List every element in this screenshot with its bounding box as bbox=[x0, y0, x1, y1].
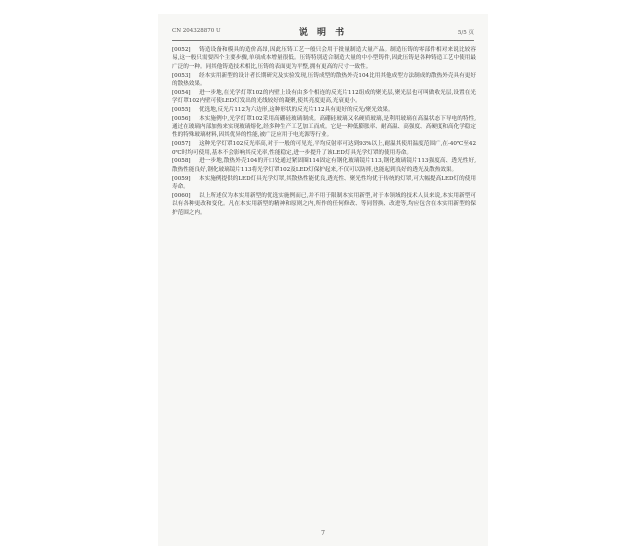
page-header bbox=[172, 25, 474, 37]
paragraph bbox=[172, 115, 476, 140]
header-rule bbox=[172, 40, 474, 41]
page-label: 5/5 页 bbox=[457, 30, 474, 36]
paragraph-number: [0056] bbox=[172, 115, 191, 122]
paragraph-text: 进一步地,散热外壳104的开口处通过紧固圈114固定有钢化玻璃镜片113,钢化玻璃镜片113强度高、透光性好,散热性能良好,钢化玻璃镜片113将光学灯罩102及LED灯保护起来,不仅可以防摔,也能起到良好的透光及散热效果。 bbox=[172, 158, 476, 173]
paragraph-text: 这种光学灯罩102反光率高,对于一般的可见光,平均反射率可达到93%以上,耐温其使用温度范围广,在-40℃至420℃时均可使用,基本不会影响其反光率,性能稳定,进一步提升了该LED灯具光学灯罩的使用寿命。 bbox=[172, 141, 476, 156]
paragraph-text: 本实施例提供的LED灯具光学灯罩,其散热性能优良,透光性、聚光性均优于传统的灯罩,可大幅提高LED灯的使用寿命。 bbox=[172, 175, 476, 190]
paragraph bbox=[172, 89, 476, 106]
paragraph bbox=[172, 192, 476, 217]
paragraph-text: 本实施例中,光学灯罩102采用高硼硅玻璃制成。高硼硅玻璃又名硬质玻璃,是利用玻璃在高温状态下导电的特性,通过在玻璃内部加热来实现玻璃熔化,经多种生产工艺加工而成。它是一种低膨胀率、耐高温、高强度、高硬度和高化学稳定性的特殊玻璃材料,因其优异的性能,被广泛应用于电光源等行业。 bbox=[172, 115, 476, 139]
paragraph-text: 铸造设备和模具的造价高昂,因此压铸工艺一般只会用于批量制造大量产品。制造压铸的零部件相对来说比较容易,这一般只需要四个主要步骤,单项成本增量很低。压铸特别适合制造大量的中小型铸件,因此压铸是各种铸造工艺中使用最广泛的一种。同其他铸造技术相比,压铸的表面更为平整,拥有更高的尺寸一致性。 bbox=[172, 47, 476, 70]
paragraph bbox=[172, 106, 476, 114]
paragraph-number: [0054] bbox=[172, 89, 191, 96]
paragraph-number: [0059] bbox=[172, 175, 191, 182]
paragraph bbox=[172, 72, 476, 89]
paragraph-number: [0053] bbox=[172, 72, 191, 79]
document-body bbox=[172, 46, 476, 217]
paragraph-number: [0058] bbox=[172, 158, 191, 165]
paragraph-number: [0055] bbox=[172, 106, 191, 113]
paragraph bbox=[172, 140, 476, 157]
paragraph bbox=[172, 157, 476, 174]
page-footer-number: 7 bbox=[321, 530, 325, 537]
paragraph bbox=[172, 46, 476, 71]
paragraph-text: 优选地,反光片112为六边形,这种形状的反光片112具有更好的反光/聚光效果。 bbox=[199, 106, 394, 113]
publication-number: CN 204328870 U bbox=[172, 28, 221, 34]
paragraph-number: [0052] bbox=[172, 47, 191, 53]
paragraph bbox=[172, 175, 476, 192]
paragraph-text: 以上所述仅为本实用新型的优选实施例而已,并不用于限制本实用新型,对于本领域的技术人员来说,本实用新型可以有各种更改和变化。凡在本实用新型的精神和原则之内,所作的任何修改、等同替换、改进等,均应包含在本实用新型的保护范围之内。 bbox=[172, 192, 476, 216]
paragraph-text: 进一步地,在光学灯罩102的内壁上设有由多个相连的反光片112组成的聚光层,聚光层也可叫做收光层,设置在光学灯罩102内壁可使LED灯发出的光线较好的凝聚,使其亮度更高,光衰更小。 bbox=[172, 89, 476, 105]
paragraph-number: [0057] bbox=[172, 141, 191, 148]
document-page bbox=[158, 14, 488, 546]
paragraph-number: [0060] bbox=[172, 192, 191, 199]
document-title: 说 明 书 bbox=[298, 28, 348, 38]
paragraph-text: 经本实用新型的设计者长期研究及实验发现,压铸成型的散热外壳104比用其他成型方法制成的散热外壳具有更好的散热效果。 bbox=[172, 72, 476, 87]
